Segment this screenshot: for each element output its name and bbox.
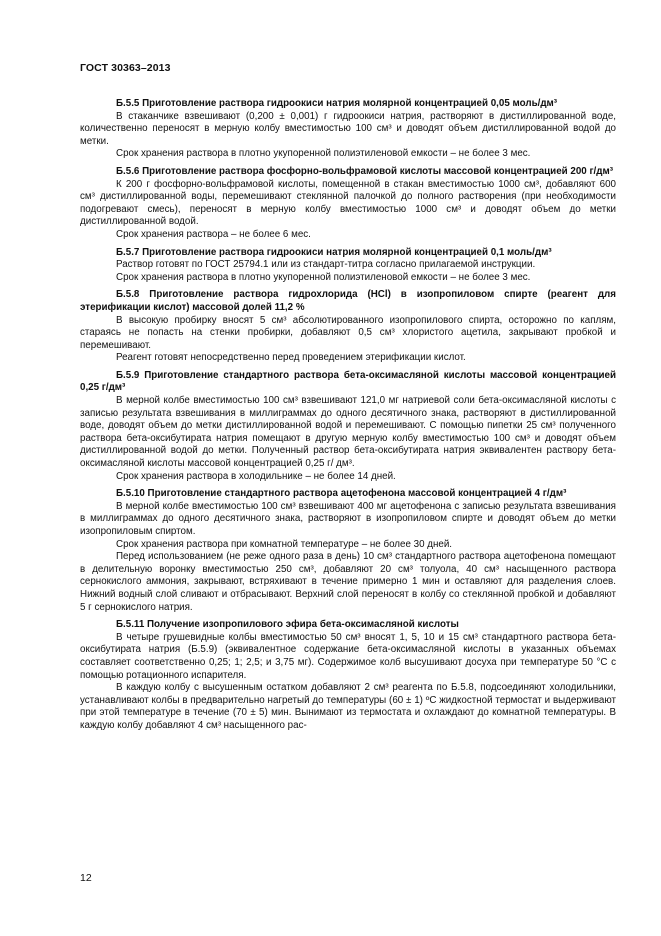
section-heading: Б.5.8 Приготовление раствора гидрохлорида (HCl) в изопропиловом спирте (реагент для этерификации кислот) массовой долей 11,2 % bbox=[80, 289, 616, 313]
section-heading: Б.5.6 Приготовление раствора фосфорно-вольфрамовой кислоты массовой концентрацией 200 г/дм³ bbox=[116, 165, 613, 177]
body-paragraph: Реагент готовят непосредственно перед проведением этерификации кислот. bbox=[116, 352, 466, 364]
body-paragraph: В мерной колбе вместимостью 100 см³ взвешивают 400 мг ацетофенона с записью результата взвешивания в миллиграммах до одного десятичного знака, растворяют в изопропиловом спирте и доводят объем до метки изопропиловым спиртом. bbox=[80, 500, 616, 537]
document-header: ГОСТ 30363–2013 bbox=[80, 62, 171, 74]
body-paragraph: К 200 г фосфорно-вольфрамовой кислоты, помещенной в стакан вместимостью 1000 см³, добавляют 600 см³ дистиллированной воды, перемешивают стеклянной палочкой до полного растворения (при необходимости подогревают смесь), переносят в мерную колбу вместимостью 1000 см³ и доводят объем до метки дистиллированной водой. bbox=[80, 178, 616, 228]
body-paragraph: Срок хранения раствора при комнатной температуре – не более 30 дней. bbox=[116, 538, 453, 550]
section-heading: Б.5.7 Приготовление раствора гидроокиси натрия молярной концентрацией 0,1 моль/дм³ bbox=[116, 246, 552, 258]
body-paragraph: Срок хранения раствора – не более 6 мес. bbox=[116, 228, 311, 240]
body-paragraph: В высокую пробирку вносят 5 см³ абсолютированного изопропилового спирта, осторожно по каплям, стараясь не попасть на стенки пробирки, добавляют 0,5 см³ хлористого ацетила, закрывают пробкой и перемешивают. bbox=[80, 314, 616, 351]
body-paragraph: Перед использованием (не реже одного раза в день) 10 см³ стандартного раствора ацетофенона помещают в делительную воронку вместимостью 250 см³, добавляют 20 см³ толуола, 40 см³ насыщенного раствора сернокислого аммония, закрывают, встряхивают в течение примерно 1 мин и оставляют для разделения слоев. Нижний водный слой сливают и отбрасывают. Верхний слой переносят в колбу со стеклянной пробкой и добавляют 5 г сернокислого натрия. bbox=[80, 551, 616, 613]
section-heading: Б.5.9 Приготовление стандартного раствора бета-оксимасляной кислоты массовой концентрацией 0,25 г/дм³ bbox=[80, 369, 616, 394]
body-paragraph: Раствор готовят по ГОСТ 25794.1 или из стандарт-титра согласно прилагаемой инструкции. bbox=[116, 259, 536, 271]
body-paragraph: В каждую колбу с высушенным остатком добавляют 2 см³ реагента по Б.5.8, подсоединяют холодильники, устанавливают колбы в предварительно нагретый до температуры (60 ± 1) ºС жидкостной термостат и выдерживают при этой температуре в течение (70 ± 5) мин. Вынимают из термостата и охлаждают до комнатной температуры. В каждую колбу добавляют 4 см³ насыщенного рас- bbox=[80, 682, 616, 731]
section-heading: Б.5.10 Приготовление стандартного раствора ацетофенона массовой концентрацией 4 г/дм³ bbox=[116, 488, 567, 500]
section-heading: Б.5.5 Приготовление раствора гидроокиси натрия молярной концентрацией 0,05 моль/дм³ bbox=[116, 98, 558, 109]
section-heading: Б.5.11 Получение изопропилового эфира бета-оксимасляной кислоты bbox=[116, 619, 459, 631]
body-paragraph: В четыре грушевидные колбы вместимостью 50 см³ вносят 1, 5, 10 и 15 см³ стандартного раствора бета-оксибутирата натрия (Б.5.9) (эквивалентное содержание бета-оксимасляной кислоты в указанных объемах составляет соответственно 0,25; 1; 2,5; и 3,75 мг). Содержимое колб высушивают досуха при температуре 50 °С с помощью ротационного испарителя. bbox=[80, 631, 616, 681]
body-paragraph: В мерной колбе вместимостью 100 см³ взвешивают 121,0 мг натриевой соли бета-оксимасляной кислоты с записью результата взвешивания в миллиграммах до одного десятичного знака, растворяют в дистиллированной воде, доводят объем до метки дистиллированной водой и перемешивают. С помощью пипетки 25 см³ полученного раствора бета-оксибутирата натрия помещают в другую мерную колбу вместимостью 100 см³ и доводят объем дистиллированной водой до метки. Полученный раствор бета-оксибутирата натрия эквивалентен раствору бета-оксимасляной кислоты массовой концентрацией 0,25 г/ дм³. bbox=[80, 395, 616, 470]
document-body bbox=[80, 98, 616, 733]
page-number: 12 bbox=[80, 872, 92, 884]
body-paragraph: Срок хранения раствора в плотно укупоренной полиэтиленовой емкости – не более 3 мес. bbox=[116, 148, 531, 160]
body-paragraph: В стаканчике взвешивают (0,200 ± 0,001) г гидроокиси натрия, растворяют в дистиллированной воде, количественно переносят в мерную колбу вместимостью 100 см³ и доводят объем дистиллированной водой до метки. bbox=[80, 110, 616, 147]
body-paragraph: Срок хранения раствора в холодильнике – не более 14 дней. bbox=[116, 470, 396, 482]
body-paragraph: Срок хранения раствора в плотно укупоренной полиэтиленовой емкости – не более 3 мес. bbox=[116, 271, 531, 283]
